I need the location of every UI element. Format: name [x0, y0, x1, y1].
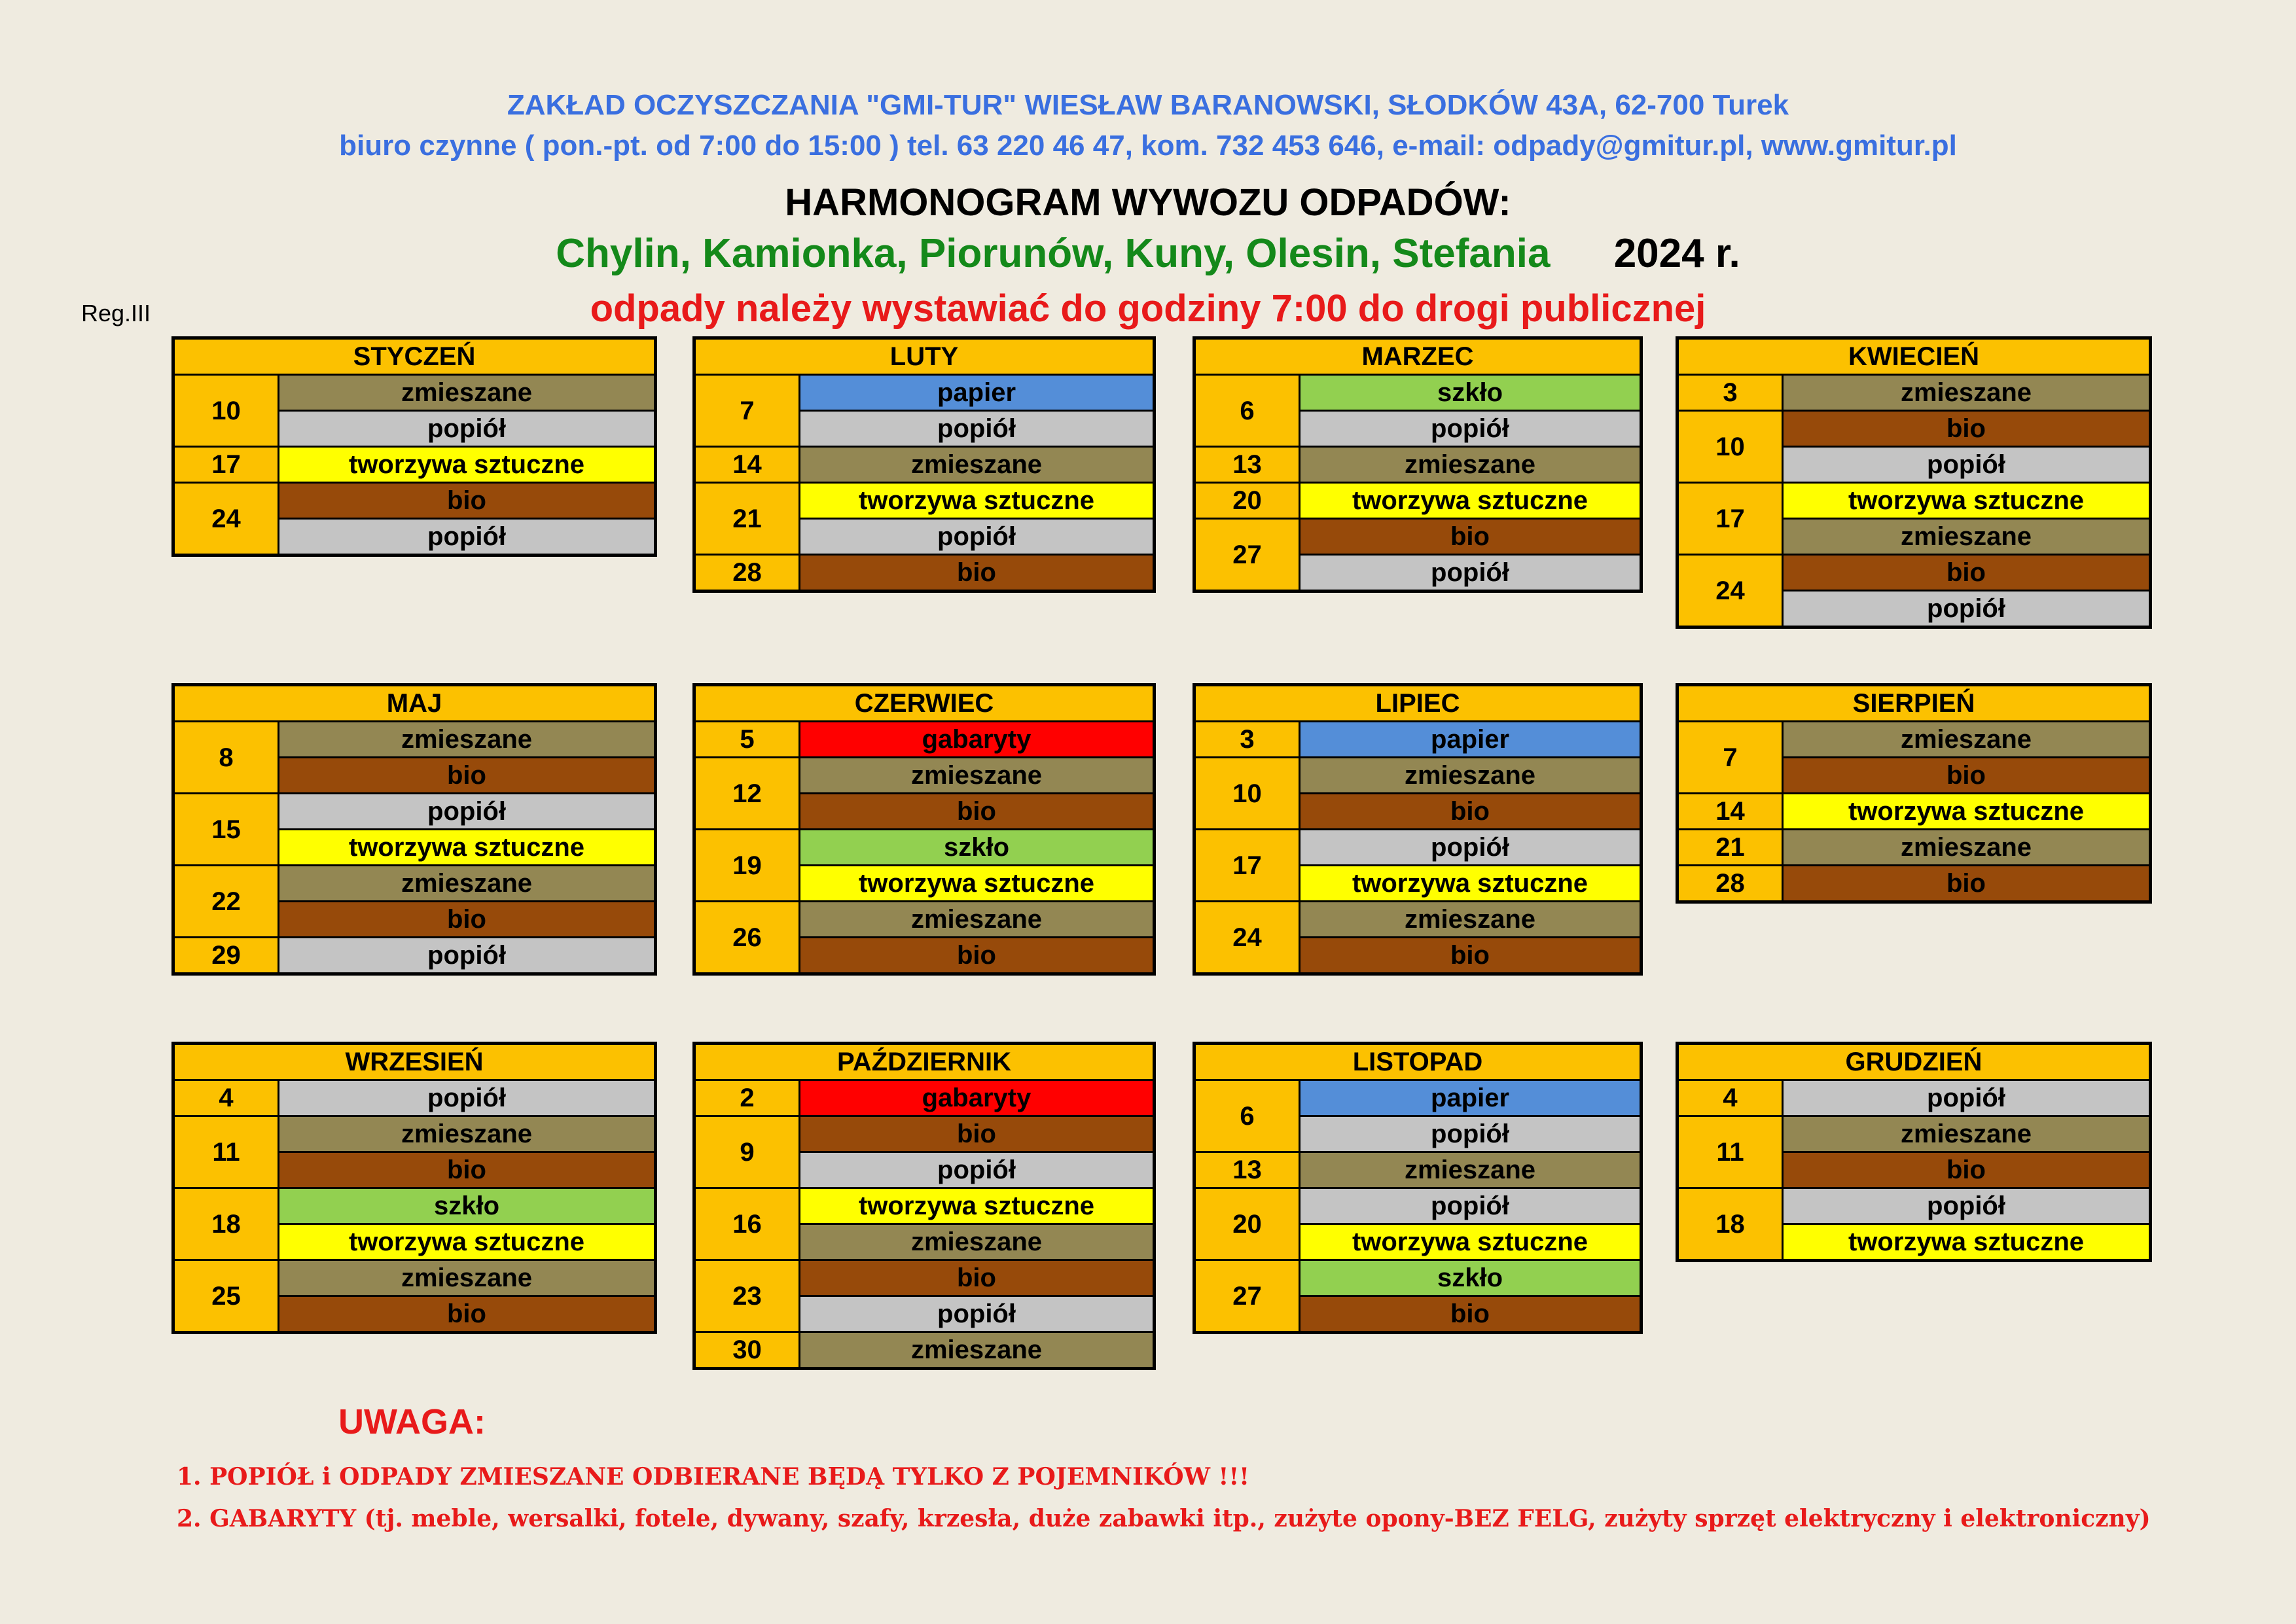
- waste-type-zmieszane: zmieszane: [279, 866, 656, 902]
- schedule-row: [173, 483, 656, 519]
- schedule-row: [173, 938, 656, 974]
- schedule-row: [1677, 1080, 2151, 1116]
- waste-type-tworzywa-sztuczne: tworzywa sztuczne: [1300, 1224, 1641, 1260]
- waste-type-bio: bio: [1783, 866, 2151, 902]
- schedule-row: [1194, 519, 1641, 555]
- collection-day: 5: [694, 722, 800, 758]
- waste-type-zmieszane: zmieszane: [1300, 758, 1641, 794]
- waste-type-tworzywa-sztuczne: tworzywa sztuczne: [279, 830, 656, 866]
- schedule-row: [694, 375, 1155, 411]
- collection-day: 13: [1194, 1152, 1300, 1188]
- month-table-kwiecien: [1676, 336, 2152, 629]
- waste-type-popiol: popiół: [1300, 411, 1641, 447]
- schedule-row: [694, 830, 1155, 866]
- waste-type-tworzywa-sztuczne: tworzywa sztuczne: [279, 447, 656, 483]
- schedule-row: [1194, 722, 1641, 758]
- waste-type-popiol: popiół: [1783, 447, 2151, 483]
- villages-list: Chylin, Kamionka, Piorunów, Kuny, Olesin, Stefania: [556, 231, 1551, 276]
- waste-type-zmieszane: zmieszane: [279, 722, 656, 758]
- waste-type-popiol: popiół: [1300, 1116, 1641, 1152]
- schedule-row: [694, 1332, 1155, 1369]
- waste-type-zmieszane: zmieszane: [800, 758, 1155, 794]
- collection-day: 20: [1194, 1188, 1300, 1260]
- waste-type-bio: bio: [1300, 794, 1641, 830]
- collection-day: 30: [694, 1332, 800, 1369]
- schedule-row: [1194, 758, 1641, 794]
- schedule-row: [173, 375, 656, 411]
- month-name: CZERWIEC: [694, 685, 1155, 722]
- collection-day: 24: [173, 483, 279, 556]
- waste-type-gabaryty: gabaryty: [800, 1080, 1155, 1116]
- schedule-row: [1194, 902, 1641, 938]
- schedule-row: [173, 1188, 656, 1224]
- month-name: LISTOPAD: [1194, 1044, 1641, 1080]
- waste-type-bio: bio: [279, 1152, 656, 1188]
- waste-type-bio: bio: [1300, 1296, 1641, 1333]
- collection-day: 27: [1194, 1260, 1300, 1333]
- schedule-row: [1677, 375, 2151, 411]
- schedule-row: [1677, 411, 2151, 447]
- schedule-row: [173, 1080, 656, 1116]
- waste-type-popiol: popiół: [800, 519, 1155, 555]
- collection-day: 10: [1677, 411, 1783, 483]
- month-table-styczen: [171, 336, 657, 557]
- schedule-row: [1677, 555, 2151, 591]
- collection-day: 3: [1194, 722, 1300, 758]
- waste-type-bio: bio: [800, 1116, 1155, 1152]
- schedule-row: [1677, 1116, 2151, 1152]
- collection-day: 9: [694, 1116, 800, 1188]
- collection-day: 12: [694, 758, 800, 830]
- month-name: WRZESIEŃ: [173, 1044, 656, 1080]
- waste-type-popiol: popiół: [1783, 591, 2151, 627]
- waste-type-tworzywa-sztuczne: tworzywa sztuczne: [279, 1224, 656, 1260]
- collection-day: 20: [1194, 483, 1300, 519]
- waste-type-popiol: popiół: [800, 1152, 1155, 1188]
- waste-type-zmieszane: zmieszane: [1783, 375, 2151, 411]
- collection-day: 22: [173, 866, 279, 938]
- collection-day: 24: [1677, 555, 1783, 627]
- schedule-row: [694, 1260, 1155, 1296]
- month-table-sierpien: [1676, 683, 2152, 904]
- waste-type-popiol: popiół: [279, 411, 656, 447]
- schedule-year: 2024 r.: [1613, 231, 1740, 276]
- schedule-row: [694, 722, 1155, 758]
- waste-type-zmieszane: zmieszane: [800, 447, 1155, 483]
- month-name: MARZEC: [1194, 338, 1641, 375]
- month-table-marzec: [1193, 336, 1643, 593]
- month-name: MAJ: [173, 685, 656, 722]
- collection-day: 14: [694, 447, 800, 483]
- schedule-row: [694, 902, 1155, 938]
- schedule-row: [173, 722, 656, 758]
- schedule-row: [1194, 1260, 1641, 1296]
- collection-day: 4: [1677, 1080, 1783, 1116]
- schedule-row: [694, 758, 1155, 794]
- collection-day: 17: [1194, 830, 1300, 902]
- schedule-row: [1194, 483, 1641, 519]
- waste-type-zmieszane: zmieszane: [1783, 1116, 2151, 1152]
- schedule-row: [694, 555, 1155, 591]
- waste-type-gabaryty: gabaryty: [800, 722, 1155, 758]
- collection-day: 19: [694, 830, 800, 902]
- waste-type-tworzywa-sztuczne: tworzywa sztuczne: [1783, 483, 2151, 519]
- collection-day: 8: [173, 722, 279, 794]
- schedule-title: HARMONOGRAM WYWOZU ODPADÓW:: [785, 181, 1511, 224]
- waste-type-tworzywa-sztuczne: tworzywa sztuczne: [800, 483, 1155, 519]
- company-info: ZAKŁAD OCZYSZCZANIA "GMI-TUR" WIESŁAW BARANOWSKI, SŁODKÓW 43A, 62-700 Turek: [507, 89, 1789, 121]
- waste-type-zmieszane: zmieszane: [1300, 1152, 1641, 1188]
- waste-type-popiol: popiół: [279, 794, 656, 830]
- waste-type-bio: bio: [800, 794, 1155, 830]
- collection-day: 25: [173, 1260, 279, 1333]
- month-table-maj: [171, 683, 657, 976]
- waste-type-popiol: popiół: [1300, 1188, 1641, 1224]
- collection-day: 18: [173, 1188, 279, 1260]
- month-table-czerwiec: [692, 683, 1156, 976]
- collection-day: 10: [1194, 758, 1300, 830]
- collection-day: 23: [694, 1260, 800, 1332]
- schedule-row: [173, 1116, 656, 1152]
- collection-day: 21: [1677, 830, 1783, 866]
- month-table-lipiec: [1193, 683, 1643, 976]
- schedule-row: [1677, 483, 2151, 519]
- waste-type-szklo: szkło: [279, 1188, 656, 1224]
- waste-type-zmieszane: zmieszane: [800, 902, 1155, 938]
- collection-day: 27: [1194, 519, 1300, 591]
- waste-type-bio: bio: [1783, 411, 2151, 447]
- collection-day: 18: [1677, 1188, 1783, 1261]
- collection-day: 4: [173, 1080, 279, 1116]
- schedule-row: [1677, 1188, 2151, 1224]
- waste-type-bio: bio: [279, 483, 656, 519]
- waste-type-tworzywa-sztuczne: tworzywa sztuczne: [800, 1188, 1155, 1224]
- schedule-row: [1194, 830, 1641, 866]
- waste-type-bio: bio: [279, 758, 656, 794]
- collection-day: 2: [694, 1080, 800, 1116]
- schedule-row: [694, 1188, 1155, 1224]
- waste-type-popiol: popiół: [279, 1080, 656, 1116]
- waste-type-zmieszane: zmieszane: [279, 1260, 656, 1296]
- schedule-row: [1677, 866, 2151, 902]
- month-table-wrzesien: [171, 1042, 657, 1334]
- waste-type-zmieszane: zmieszane: [1300, 902, 1641, 938]
- waste-type-bio: bio: [1300, 938, 1641, 974]
- collection-day: 17: [173, 447, 279, 483]
- schedule-row: [694, 447, 1155, 483]
- villages-line: [0, 230, 2296, 277]
- schedule-row: [1677, 722, 2151, 758]
- waste-type-zmieszane: zmieszane: [1783, 830, 2151, 866]
- collection-day: 15: [173, 794, 279, 866]
- waste-type-bio: bio: [1783, 555, 2151, 591]
- waste-type-zmieszane: zmieszane: [1783, 519, 2151, 555]
- collection-day: 26: [694, 902, 800, 974]
- waste-type-papier: papier: [1300, 1080, 1641, 1116]
- waste-type-zmieszane: zmieszane: [279, 375, 656, 411]
- waste-type-popiol: popiół: [800, 1296, 1155, 1332]
- month-name: LIPIEC: [1194, 685, 1641, 722]
- month-name: SIERPIEŃ: [1677, 685, 2151, 722]
- waste-type-popiol: popiół: [1783, 1080, 2151, 1116]
- collection-day: 10: [173, 375, 279, 447]
- schedule-row: [173, 447, 656, 483]
- waste-type-zmieszane: zmieszane: [1783, 722, 2151, 758]
- waste-type-tworzywa-sztuczne: tworzywa sztuczne: [1300, 866, 1641, 902]
- waste-type-bio: bio: [279, 902, 656, 938]
- waste-type-papier: papier: [800, 375, 1155, 411]
- collection-day: 3: [1677, 375, 1783, 411]
- waste-type-zmieszane: zmieszane: [800, 1224, 1155, 1260]
- collection-day: 17: [1677, 483, 1783, 555]
- note-1: 1. POPIÓŁ i ODPADY ZMIESZANE ODBIERANE BĘDĄ TYLKO Z POJEMNIKÓW !!!: [177, 1463, 1249, 1491]
- month-name: LUTY: [694, 338, 1155, 375]
- schedule-row: [1194, 447, 1641, 483]
- waste-type-bio: bio: [1783, 1152, 2151, 1188]
- schedule-row: [1194, 1080, 1641, 1116]
- schedule-row: [694, 1080, 1155, 1116]
- month-table-grudzien: [1676, 1042, 2152, 1262]
- waste-type-bio: bio: [800, 1260, 1155, 1296]
- collection-day: 28: [694, 555, 800, 591]
- waste-type-popiol: popiół: [1300, 555, 1641, 591]
- waste-type-popiol: popiół: [279, 519, 656, 556]
- schedule-row: [694, 483, 1155, 519]
- waste-type-szklo: szkło: [1300, 375, 1641, 411]
- note-2: 2. GABARYTY (tj. meble, wersalki, fotele, dywany, szafy, krzesła, duże zabawki itp., zużyte opony-BEZ FELG, zużyty sprzęt elektryczny i elektroniczny): [177, 1505, 2151, 1532]
- schedule-row: [1677, 830, 2151, 866]
- waste-type-zmieszane: zmieszane: [1300, 447, 1641, 483]
- collection-day: 28: [1677, 866, 1783, 902]
- placement-notice: odpady należy wystawiać do godziny 7:00 do drogi publicznej: [590, 287, 1706, 330]
- collection-day: 13: [1194, 447, 1300, 483]
- waste-type-bio: bio: [1300, 519, 1641, 555]
- region-label: Reg.III: [81, 300, 151, 327]
- month-name: STYCZEŃ: [173, 338, 656, 375]
- waste-type-tworzywa-sztuczne: tworzywa sztuczne: [1783, 1224, 2151, 1261]
- waste-type-bio: bio: [800, 555, 1155, 591]
- month-name: GRUDZIEŃ: [1677, 1044, 2151, 1080]
- schedule-row: [1194, 375, 1641, 411]
- collection-day: 6: [1194, 1080, 1300, 1152]
- waste-type-tworzywa-sztuczne: tworzywa sztuczne: [1300, 483, 1641, 519]
- collection-day: 14: [1677, 794, 1783, 830]
- waste-type-popiol: popiół: [1783, 1188, 2151, 1224]
- collection-day: 7: [1677, 722, 1783, 794]
- schedule-row: [694, 1116, 1155, 1152]
- collection-day: 11: [1677, 1116, 1783, 1188]
- uwaga-title: UWAGA:: [338, 1402, 486, 1441]
- schedule-row: [173, 794, 656, 830]
- collection-day: 16: [694, 1188, 800, 1260]
- waste-type-popiol: popiół: [1300, 830, 1641, 866]
- waste-type-szklo: szkło: [1300, 1260, 1641, 1296]
- month-table-luty: [692, 336, 1156, 593]
- waste-type-popiol: popiół: [800, 411, 1155, 447]
- schedule-row: [1677, 794, 2151, 830]
- waste-type-tworzywa-sztuczne: tworzywa sztuczne: [1783, 794, 2151, 830]
- month-name: PAŹDZIERNIK: [694, 1044, 1155, 1080]
- schedule-row: [173, 1260, 656, 1296]
- waste-type-zmieszane: zmieszane: [800, 1332, 1155, 1369]
- waste-type-bio: bio: [800, 938, 1155, 974]
- waste-type-bio: bio: [279, 1296, 656, 1333]
- schedule-row: [173, 866, 656, 902]
- waste-type-popiol: popiół: [279, 938, 656, 974]
- collection-day: 6: [1194, 375, 1300, 447]
- collection-day: 24: [1194, 902, 1300, 974]
- month-table-pazdziernik: [692, 1042, 1156, 1370]
- month-name: KWIECIEŃ: [1677, 338, 2151, 375]
- waste-type-szklo: szkło: [800, 830, 1155, 866]
- waste-type-papier: papier: [1300, 722, 1641, 758]
- office-contact-info: biuro czynne ( pon.-pt. od 7:00 do 15:00 ) tel. 63 220 46 47, kom. 732 453 646, e-mail: odpady@gmitur.pl, www.gmitur.pl: [339, 130, 1957, 162]
- collection-day: 7: [694, 375, 800, 447]
- waste-type-zmieszane: zmieszane: [279, 1116, 656, 1152]
- waste-type-bio: bio: [1783, 758, 2151, 794]
- collection-day: 21: [694, 483, 800, 555]
- waste-type-tworzywa-sztuczne: tworzywa sztuczne: [800, 866, 1155, 902]
- schedule-row: [1194, 1188, 1641, 1224]
- collection-day: 11: [173, 1116, 279, 1188]
- month-table-listopad: [1193, 1042, 1643, 1334]
- collection-day: 29: [173, 938, 279, 974]
- schedule-row: [1194, 1152, 1641, 1188]
